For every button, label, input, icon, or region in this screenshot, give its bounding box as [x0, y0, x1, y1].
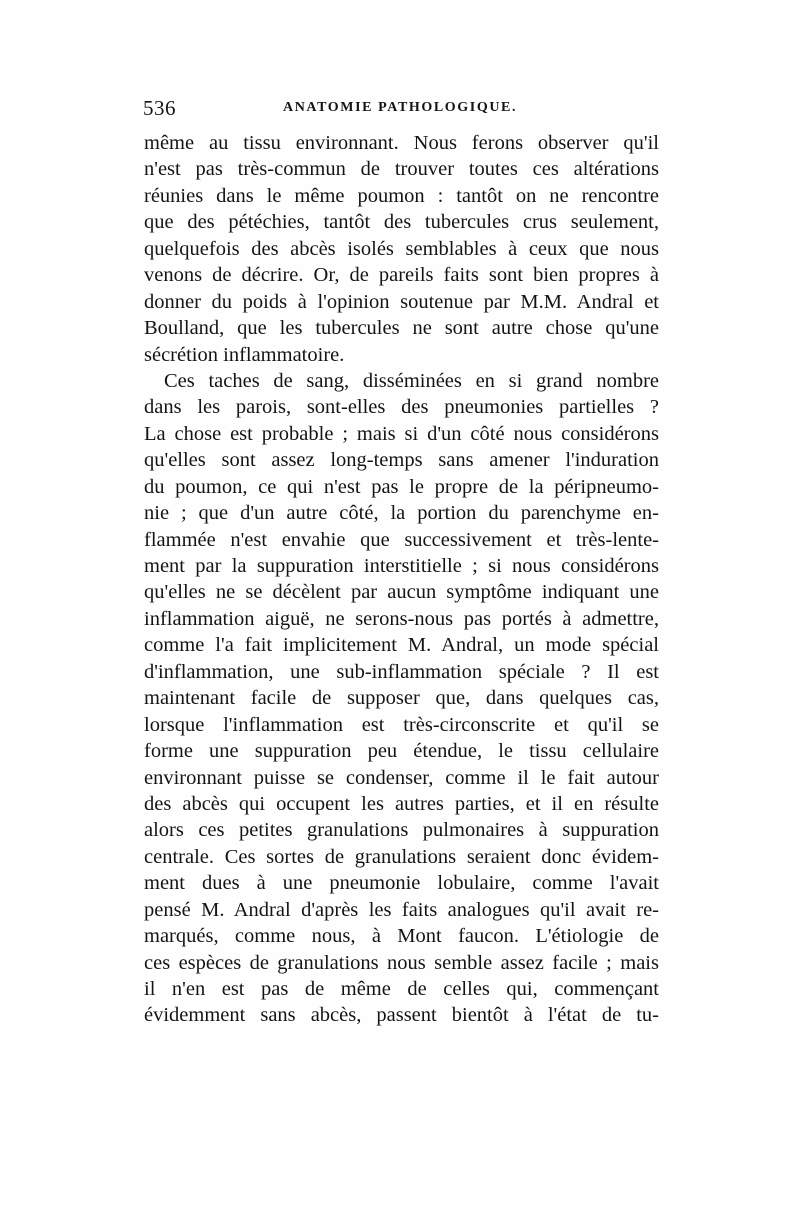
text-line: Boulland, que les tubercules ne sont autre chose qu'une [144, 317, 659, 340]
text-line: Ces taches de sang, disséminées en si grand nombre [164, 369, 659, 392]
text-line: dans les parois, sont-elles des pneumonies partielles ? [144, 396, 659, 419]
text-line: qu'elles ne se décèlent par aucun symptôme indiquant une [144, 581, 659, 604]
text-line: donner du poids à l'opinion soutenue par M.M. Andral et [144, 290, 659, 313]
body-text [144, 130, 659, 1029]
text-line: n'est pas très-commun de trouver toutes ces altérations [144, 158, 659, 181]
text-line: réunies dans le même poumon : tantôt on ne rencontre [144, 184, 659, 207]
text-line: il n'en est pas de même de celles qui, commençant [144, 978, 659, 1000]
text-line: des abcès qui occupent les autres parties, et il en résulte [144, 792, 659, 815]
text-line: d'inflammation, une sub-inflammation spéciale ? Il est [144, 660, 659, 683]
text-line: pensé M. Andral d'après les faits analogues qu'il avait re- [144, 898, 659, 921]
text-line: forme une suppuration peu étendue, le tissu cellulaire [144, 740, 659, 763]
page-number: 536 [143, 96, 176, 120]
text-line: centrale. Ces sortes de granulations seraient donc évidem- [144, 845, 659, 868]
text-line: comme l'a fait implicitement M. Andral, un mode spécial [144, 634, 659, 657]
text-line: lorsque l'inflammation est très-circonscrite et qu'il se [144, 713, 659, 736]
text-line: marqués, comme nous, à Mont faucon. L'étiologie de [144, 925, 659, 948]
text-line: environnant puisse se condenser, comme il le fait autour [144, 766, 659, 789]
page-header [143, 96, 683, 126]
text-line: flammée n'est envahie que successivement et très-lente- [144, 528, 659, 551]
text-line: venons de décrire. Or, de pareils faits sont bien propres à [144, 264, 659, 287]
text-line: inflammation aiguë, ne serons-nous pas portés à admettre, [144, 607, 659, 630]
text-line: ment par la suppuration interstitielle ; si nous considérons [144, 555, 659, 577]
text-line: nie ; que d'un autre côté, la portion du parenchyme en- [144, 502, 659, 525]
text-line: évidemment sans abcès, passent bientôt à l'état de tu- [144, 1004, 659, 1027]
text-line: du poumon, ce qui n'est pas le propre de la péripneumo- [144, 475, 659, 498]
text-line: que des pétéchies, tantôt des tubercules crus seulement, [144, 211, 659, 234]
text-line: ces espèces de granulations nous semble assez facile ; mais [144, 951, 659, 974]
text-line: La chose est probable ; mais si d'un côté nous considérons [144, 422, 659, 445]
text-line: sécrétion inflammatoire. [144, 343, 345, 366]
text-line: alors ces petites granulations pulmonaires à suppuration [144, 819, 659, 842]
running-title: ANATOMIE PATHOLOGIQUE. [283, 100, 518, 115]
text-line: maintenant facile de supposer que, dans quelques cas, [144, 687, 659, 710]
text-line: ment dues à une pneumonie lobulaire, comme l'avait [144, 872, 659, 895]
text-line: qu'elles sont assez long-temps sans amener l'induration [144, 449, 659, 472]
text-line: quelquefois des abcès isolés semblables à ceux que nous [144, 237, 659, 260]
text-line: même au tissu environnant. Nous ferons observer qu'il [144, 132, 659, 154]
